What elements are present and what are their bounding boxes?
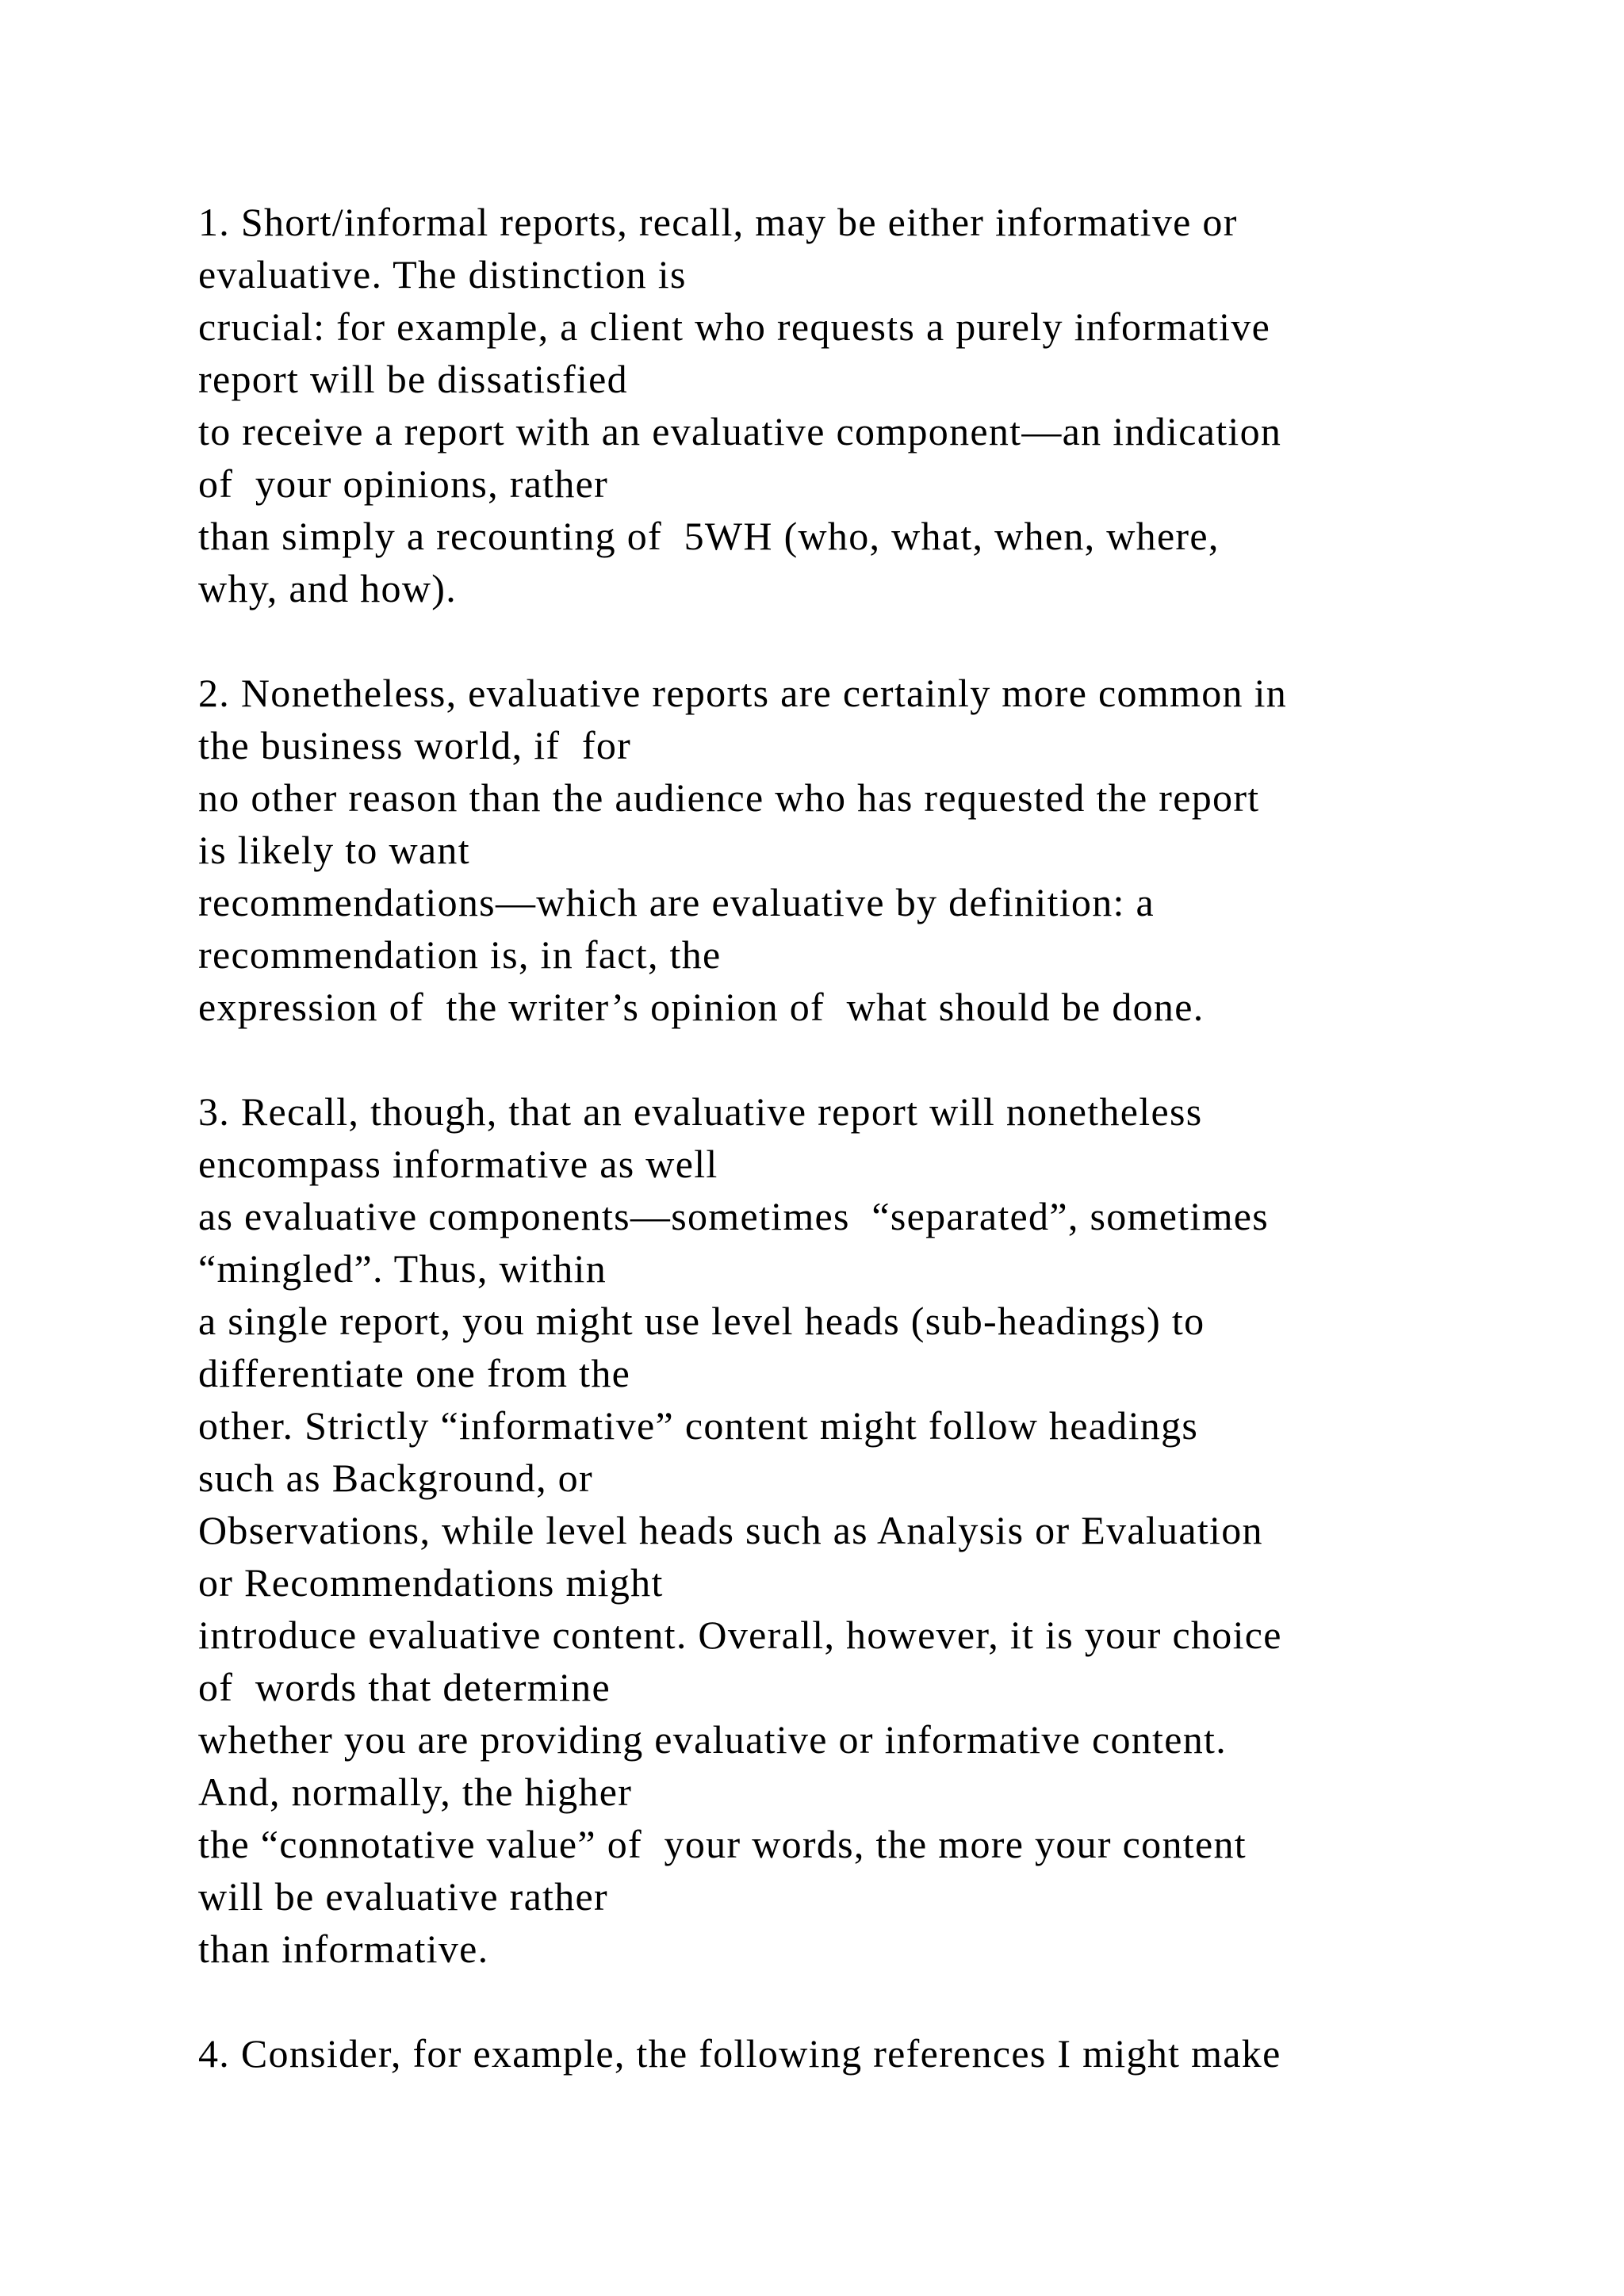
text-line: of your opinions, rather bbox=[198, 461, 609, 506]
text-line: no other reason than the audience who has requested the report bbox=[198, 775, 1260, 820]
text-line: 1. Short/informal reports, recall, may be either informative or bbox=[198, 200, 1238, 244]
text-line: than simply a recounting of 5WH (who, what, when, where, bbox=[198, 514, 1220, 558]
text-line: report will be dissatisfied bbox=[198, 357, 628, 401]
text-line: such as Background, or bbox=[198, 1456, 593, 1500]
text-line: crucial: for example, a client who requests a purely informative bbox=[198, 304, 1271, 349]
text-line: introduce evaluative content. Overall, however, it is your choice bbox=[198, 1613, 1282, 1657]
text-line: to receive a report with an evaluative component—an indication bbox=[198, 409, 1282, 453]
text-line: 3. Recall, though, that an evaluative report will nonetheless bbox=[198, 1089, 1203, 1134]
text-line: a single report, you might use level heads (sub-headings) to bbox=[198, 1299, 1205, 1343]
text-line: encompass informative as well bbox=[198, 1142, 718, 1186]
text-line: 4. Consider, for example, the following references I might make bbox=[198, 2031, 1281, 2076]
text-line: Observations, while level heads such as Analysis or Evaluation bbox=[198, 1508, 1263, 1552]
text-line: as evaluative components—sometimes “separated”, sometimes bbox=[198, 1194, 1270, 1238]
text-line: the “connotative value” of your words, the more your content bbox=[198, 1822, 1247, 1866]
paragraph-3 bbox=[198, 1085, 1594, 1975]
text-line: will be evaluative rather bbox=[198, 1874, 608, 1919]
document-body bbox=[198, 196, 1594, 2132]
paragraph-2 bbox=[198, 667, 1594, 1033]
text-line: why, and how). bbox=[198, 566, 458, 610]
text-line: differentiate one from the bbox=[198, 1351, 631, 1395]
text-line: “mingled”. Thus, within bbox=[198, 1246, 607, 1291]
text-line: 2. Nonetheless, evaluative reports are certainly more common in bbox=[198, 671, 1288, 715]
text-line: recommendation is, in fact, the bbox=[198, 932, 722, 977]
text-line: than informative. bbox=[198, 1927, 489, 1971]
paragraph-4 bbox=[198, 2027, 1594, 2080]
text-line: evaluative. The distinction is bbox=[198, 252, 687, 297]
text-line: whether you are providing evaluative or informative content. bbox=[198, 1717, 1228, 1762]
text-line: is likely to want bbox=[198, 828, 470, 872]
paragraph-1 bbox=[198, 196, 1594, 614]
text-line: recommendations—which are evaluative by definition: a bbox=[198, 880, 1155, 924]
text-line: other. Strictly “informative” content might follow headings bbox=[198, 1403, 1199, 1448]
text-line: expression of the writer’s opinion of what should be done. bbox=[198, 985, 1205, 1029]
text-line: of words that determine bbox=[198, 1665, 611, 1709]
text-line: or Recommendations might bbox=[198, 1560, 664, 1605]
text-line: the business world, if for bbox=[198, 723, 632, 767]
text-line: And, normally, the higher bbox=[198, 1770, 633, 1814]
